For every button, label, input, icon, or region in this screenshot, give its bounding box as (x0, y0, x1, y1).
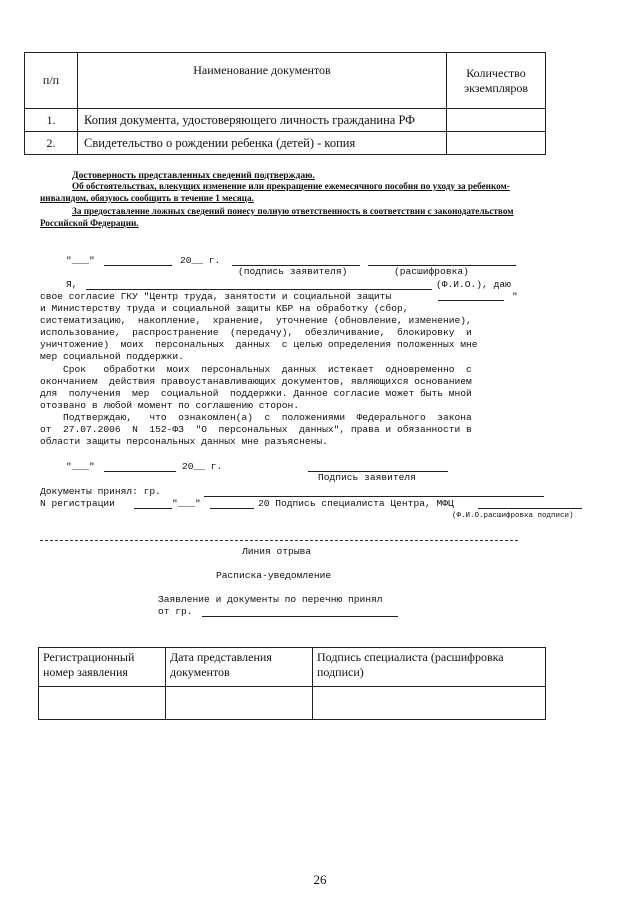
notice-obligation-line1: Об обстоятельствах, влекущих изменение или прекращение ежемесячного пособия по уходу за ребенком- (72, 181, 510, 191)
cell-submission-date[interactable] (166, 687, 313, 720)
consent-i: Я, (66, 279, 78, 290)
table-row (25, 109, 546, 132)
sign1-date-day: "___" (66, 255, 95, 266)
consent-line10: для получения мер социальной поддержки. Данное согласие может быть мной (40, 388, 472, 399)
header-document-name: Наименование документов (78, 53, 447, 109)
row-document-name: Копия документа, удостоверяющего личность гражданина РФ (78, 109, 447, 132)
sign1-month-line (104, 265, 172, 266)
registration-year-specialist: 20 Подпись специалиста Центра, МФЦ (258, 498, 454, 509)
documents-table (24, 52, 546, 155)
consent-center-line (438, 300, 504, 301)
consent-line9: окончанием действия правоустанавливающих документов, являющихся основанием (40, 376, 472, 387)
sign2-year: 20__ г. (182, 461, 223, 472)
accepted-from-label: Документы принял: гр. (40, 486, 161, 497)
consent-line12: Подтверждаю, что ознакомлен(а) с положениями Федерального закона (40, 412, 472, 423)
header-number: п/п (25, 53, 78, 109)
notice-confirm: Достоверность представленных сведений подтверждаю. (72, 170, 315, 181)
row-document-name: Свидетельство о рождении ребенка (детей) - копия (78, 132, 447, 155)
row-quantity (447, 132, 546, 155)
sign2-date-day: "___" (66, 461, 95, 472)
consent-fio-label: (Ф.И.О.), даю (436, 279, 511, 290)
row-number: 1. (25, 109, 78, 132)
consent-line4: систематизацию, накопление, хранение, уточнение (обновление, изменение), (40, 315, 472, 326)
registration-number-label: N регистрации (40, 498, 115, 509)
consent-line7: мер социальной поддержки. (40, 351, 184, 362)
registration-date-day: "___" (172, 498, 201, 509)
tear-line-label: Линия отрыва (242, 546, 312, 557)
page-number: 26 (313, 872, 327, 887)
table-header-row (39, 648, 546, 687)
row-quantity (447, 109, 546, 132)
specialist-signature-line (478, 508, 582, 509)
consent-line14: области защиты персональных данных мне разъяснены. (40, 436, 328, 447)
notice-obligation-line2: инвалидом, обязуюсь сообщить в течение 1 месяца. (40, 193, 254, 203)
consent-line5: использование, распространение (передачу), обезличивание, блокировку и (40, 327, 472, 338)
tear-off-line (40, 540, 518, 541)
cell-registration-number[interactable] (39, 687, 166, 720)
receipt-title: Расписка-уведомление (216, 570, 332, 581)
specialist-fio-label: (Ф.И.О.расшифровка подписи) (452, 512, 574, 520)
notice-liability-line1: За предоставление ложных сведений понесу полную ответственность в соответствии с законодательством (72, 206, 514, 216)
sign1-decode-label: (расшифровка) (394, 266, 469, 277)
registration-table (38, 647, 546, 720)
sign1-year: 20__ г. (180, 255, 221, 266)
consent-line8: Срок обработки моих персональных данных истекает одновременно с (40, 364, 472, 375)
receipt-text-from: от гр. (158, 606, 193, 617)
consent-line13: от 27.07.2006 N 152-ФЗ "О персональных данных", права и обязанности в (40, 424, 472, 435)
cell-specialist-signature[interactable] (313, 687, 546, 720)
registration-number-line (134, 508, 172, 509)
receipt-from-line (202, 616, 398, 617)
notice-liability-line2: Российской Федерации. (40, 218, 139, 228)
consent-line11: отозвано в любой момент по соглашению сторон. (40, 400, 300, 411)
table-row (39, 687, 546, 720)
consent-line6: уничтожение) моих персональных данных с целью определения положенных мне (40, 339, 478, 350)
sign2-signature-label: Подпись заявителя (318, 472, 416, 483)
header-registration-number: Регистрационный номер заявления (39, 648, 166, 687)
consent-line3: и Министерству труда и социальной защиты КБР на обработку (сбор, (40, 303, 409, 314)
row-number: 2. (25, 132, 78, 155)
header-quantity: Количество экземпляров (447, 53, 546, 109)
sign2-month-line (104, 471, 176, 472)
table-header-row (25, 53, 546, 109)
accepted-from-line (204, 496, 544, 497)
registration-month-line (210, 508, 254, 509)
header-submission-date: Дата представления документов (166, 648, 313, 687)
consent-line2: свое согласие ГКУ "Центр труда, занятости и социальной защиты (40, 291, 392, 302)
table-row (25, 132, 546, 155)
consent-line2-quote: " (512, 291, 518, 302)
sign1-signature-label: (подпись заявителя) (238, 266, 348, 277)
header-specialist-signature: Подпись специалиста (расшифровка подписи) (313, 648, 546, 687)
receipt-text-line1: Заявление и документы по перечню принял (158, 594, 383, 605)
consent-fio-line (86, 289, 432, 290)
